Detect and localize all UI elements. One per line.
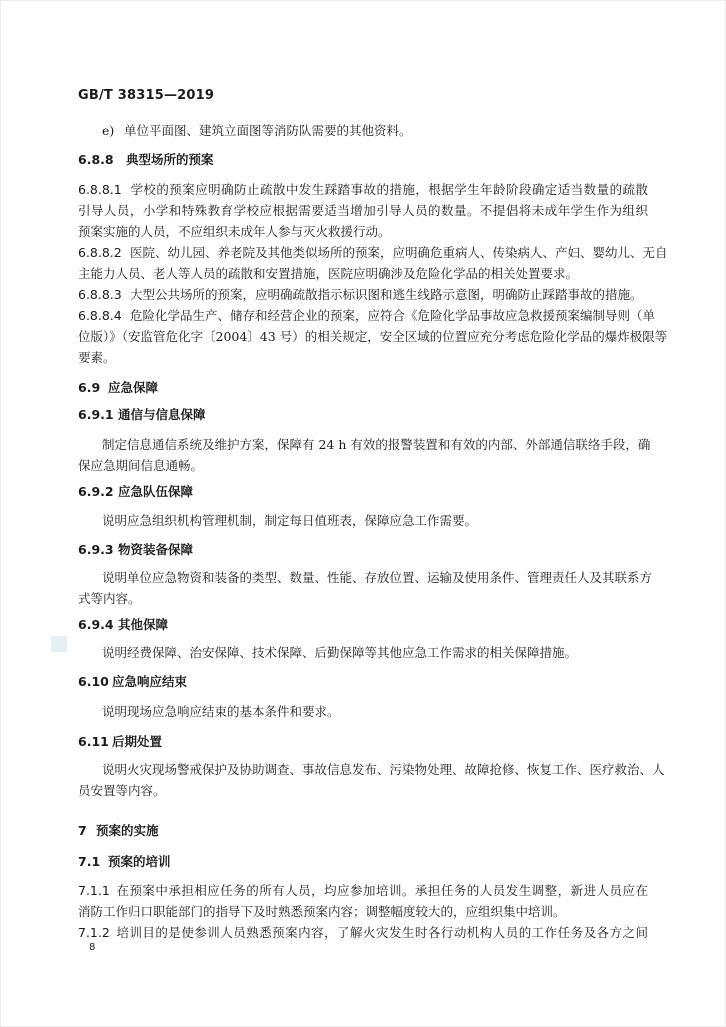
section-number: 7.1 (78, 854, 101, 869)
section-number: 6.9.4 (78, 617, 114, 632)
paragraph-6-9-1-line-1: 制定信息通信系统及维护方案，保障有 24 h 有效的报警装置和有效的内部、外部通信联络手段，确 (102, 437, 651, 452)
scan-mark (51, 636, 67, 652)
section-heading-6-9-4 (78, 614, 648, 635)
paragraph-6-8-8-4-line-2: 位版）》（安监管危化字〔2004〕43 号）的相关规定，安全区域的位置应充分考虑危险化学品的爆炸极限等 (78, 329, 668, 344)
paragraph-text: 培训目的是使参训人员熟悉预案内容，了解火灾发生时各行动机构人员的工作任务及各方之间 (116, 925, 648, 940)
paragraph-text: 在预案中承担相应任务的所有人员，均应参加培训。承担任务的人员发生调整，新进人员应在 (116, 883, 648, 898)
paragraph-6-8-8-1-line-3: 预案实施的人员，不应组织未成年人参与灭火救援行动。 (78, 224, 391, 239)
paragraph-6-8-8-3-line-1 (78, 284, 648, 305)
section-number: 7 (78, 823, 87, 838)
paragraph-6-8-8-1-line-1 (78, 179, 648, 200)
section-number: 6.9.3 (78, 542, 114, 557)
section-heading-7-1 (78, 851, 648, 872)
paragraph-6-8-8-2-line-2: 主能力人员、老人等人员的疏散和安置措施，医院应明确涉及危险化学品的相关处置要求。 (78, 266, 579, 281)
paragraph-text: 学校的预案应明确防止疏散中发生踩踏事故的措施，根据学生年龄阶段确定适当数量的疏散 (130, 182, 648, 197)
section-number: 6.11 (78, 734, 109, 749)
section-number: 6.9.1 (78, 407, 114, 422)
clause-number: 7.1.2 (78, 925, 110, 940)
section-heading-6-10 (78, 671, 648, 692)
paragraph-6-8-8-4-line-3: 要素。 (78, 350, 116, 365)
paragraph-7-1-2-line-1 (78, 922, 648, 943)
list-item-e (102, 120, 672, 141)
section-title: 典型场所的预案 (126, 152, 214, 167)
paragraph-text: 大型公共场所的预案，应明确疏散指示标识图和逃生线路示意图，明确防止踩踏事故的措施。 (130, 287, 643, 302)
paragraph-6-8-8-4-line-1 (78, 305, 656, 326)
clause-number: 7.1.1 (78, 883, 110, 898)
section-title: 应急队伍保障 (118, 484, 194, 499)
list-marker: e) (102, 123, 115, 138)
paragraph-6-8-8-2-line-1 (78, 242, 668, 263)
standard-number: GB/T 38315—2019 (78, 88, 215, 103)
section-title: 应急保障 (108, 380, 159, 395)
section-title: 预案的培训 (108, 854, 171, 869)
paragraph-6-9-3-line-1: 说明单位应急物资和装备的类型、数量、性能、存放位置、运输及使用条件、管理责任人及其联系方 (102, 570, 653, 585)
section-title: 后期处置 (112, 734, 163, 749)
section-heading-6-8-8 (78, 149, 648, 170)
section-title: 应急响应结束 (112, 674, 188, 689)
list-text: 单位平面图、建筑立面图等消防队需要的其他资料。 (124, 123, 412, 138)
paragraph-7-1-1-line-1 (78, 880, 648, 901)
section-number: 6.8.8 (78, 152, 114, 167)
paragraph-6-9-4-line-1: 说明经费保障、治安保障、技术保障、后勤保障等其他应急工作需求的相关保障措施。 (102, 645, 578, 660)
paragraph-6-9-2-line-1: 说明应急组织机构管理机制，制定每日值班表，保障应急工作需要。 (102, 513, 478, 528)
clause-number: 6.8.8.2 (78, 245, 122, 260)
paragraph-6-8-8-1-line-2: 引导人员，小学和特殊教育学校应根据需要适当增加引导人员的数量。不提倡将未成年学生作为组织 (78, 203, 648, 218)
section-number: 6.9 (78, 380, 101, 395)
section-title: 通信与信息保障 (118, 407, 206, 422)
section-number: 6.9.2 (78, 484, 114, 499)
paragraph-6-9-1-line-2: 保应急期间信息通畅。 (78, 458, 204, 473)
section-title: 其他保障 (118, 617, 169, 632)
clause-number: 6.8.8.1 (78, 182, 122, 197)
paragraph-6-10-line-1: 说明现场应急响应结束的基本条件和要求。 (102, 704, 340, 719)
section-number: 6.10 (78, 674, 109, 689)
clause-number: 6.8.8.3 (78, 287, 122, 302)
section-title: 预案的实施 (96, 823, 159, 838)
paragraph-text: 危险化学品生产、储存和经营企业的预案，应符合《危险化学品事故应急救援预案编制导则（单 (130, 308, 656, 323)
section-heading-6-9-2 (78, 481, 648, 502)
section-heading-6-9 (78, 377, 648, 398)
paragraph-6-11-line-1: 说明火灾现场警戒保护及协助调查、事故信息发布、污染物处理、故障抢修、恢复工作、医疗救治、人 (102, 762, 665, 777)
paragraph-6-9-3-line-2: 式等内容。 (78, 591, 141, 606)
section-heading-6-9-3 (78, 539, 648, 560)
section-heading-6-9-1 (78, 404, 648, 425)
page-number: 8 (89, 942, 96, 953)
paragraph-6-11-line-2: 员安置等内容。 (78, 783, 166, 798)
section-title: 物资装备保障 (118, 542, 194, 557)
clause-number: 6.8.8.4 (78, 308, 122, 323)
section-heading-6-11 (78, 731, 648, 752)
paragraph-text: 医院、幼儿园、养老院及其他类似场所的预案，应明确危重病人、传染病人、产妇、婴幼儿、无自 (130, 245, 668, 260)
section-heading-7 (78, 820, 648, 841)
paragraph-7-1-1-line-2: 消防工作归口职能部门的指导下及时熟悉预案内容；调整幅度较大的，应组织集中培训。 (78, 904, 566, 919)
